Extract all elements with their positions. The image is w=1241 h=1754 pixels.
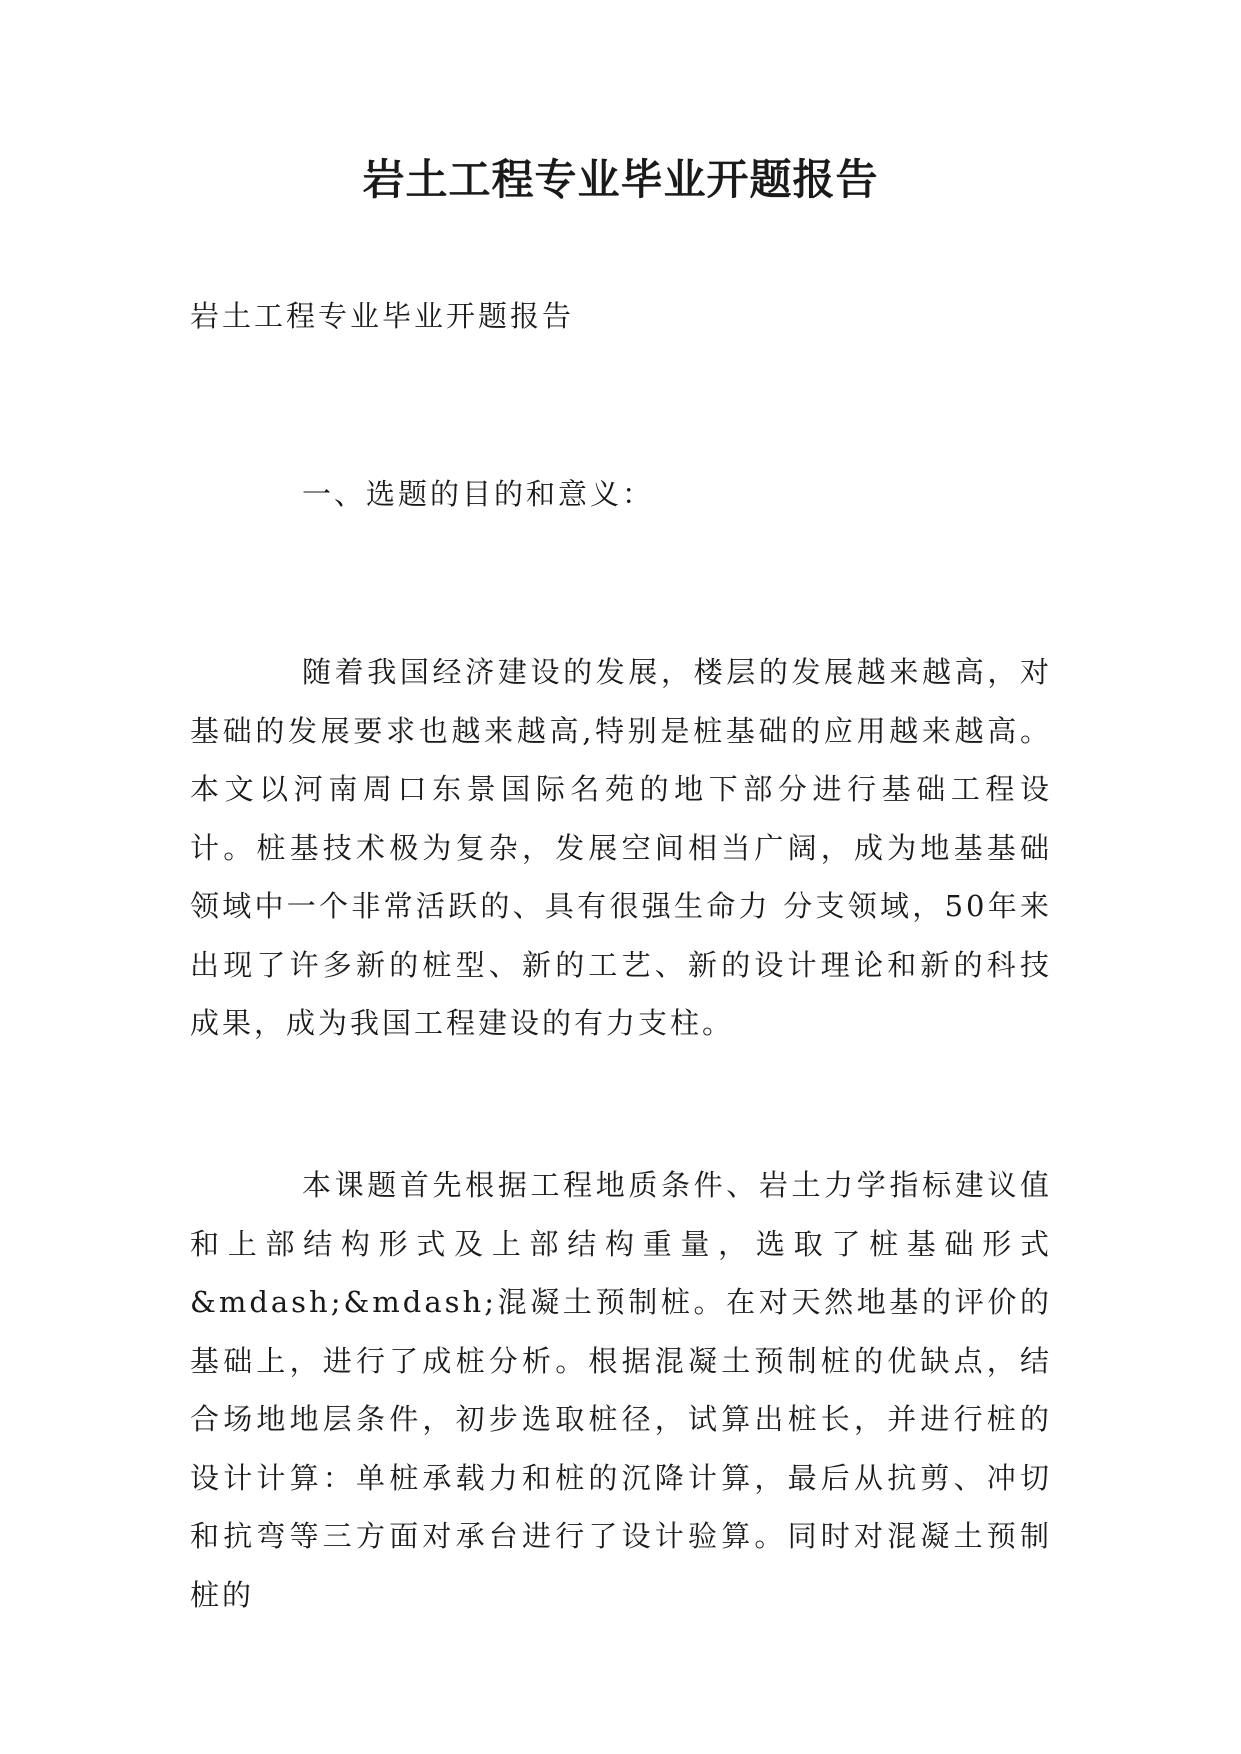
body-paragraph: 随着我国经济建设的发展，楼层的发展越来越高，对基础的发展要求也越来越高,特别是桩基础的应用越来越高。本文以河南周口东景国际名苑的地下部分进行基础工程设计。桩基技术极为复杂，发展空间相当广阔，成为地基基础领域中一个非常活跃的、具有很强生命力 分支领域，50年来出现了许多新的桩型、新的工艺、新的设计理论和新的科技成果，成为我国工程建设的有力支柱。	[190, 655, 1052, 1040]
document-title: 岩土工程专业毕业开题报告	[362, 155, 879, 204]
section-heading: 一、选题的目的和意义：	[302, 477, 655, 511]
body-paragraph: 本课题首先根据工程地质条件、岩土力学指标建议值和上部结构形式及上部结构重量，选取了桩基础形式&mdash;&mdash;混凝土预制桩。在对天然地基的评价的基础上，进行了成桩分析。根据混凝土预制桩的优缺点，结合场地地层条件，初步选取桩径，试算出桩长，并进行桩的设计计算：单桩承载力和桩的沉降计算，最后从抗剪、冲切和抗弯等三方面对承台进行了设计验算。同时对混凝土预制桩的	[190, 1168, 1052, 1612]
document-subtitle: 岩土工程专业毕业开题报告	[190, 299, 575, 333]
